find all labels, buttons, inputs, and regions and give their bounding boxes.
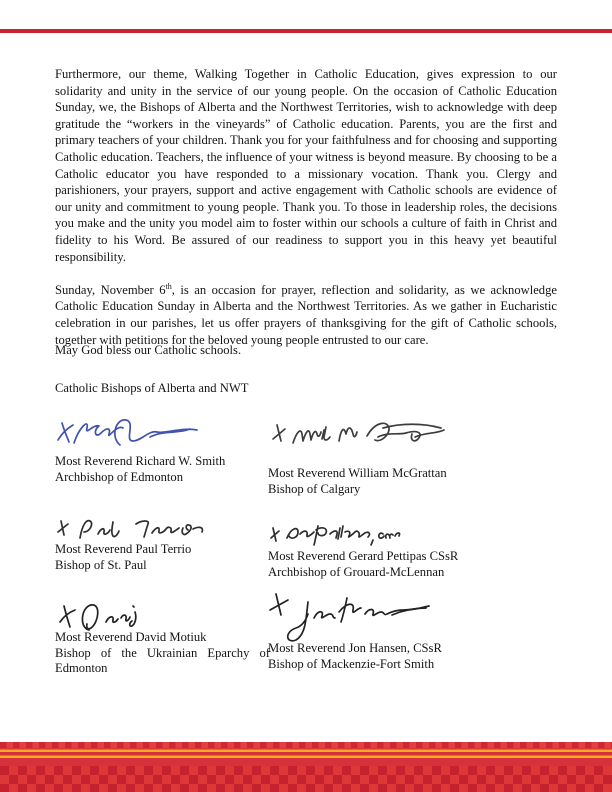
band-red-solid: [0, 758, 612, 766]
signatory-name: Most Reverend Jon Hansen, CSsR: [268, 641, 442, 655]
band-mosaic-top: [0, 742, 612, 749]
signatory-name: Most Reverend Richard W. Smith: [55, 454, 226, 468]
signatory-block-jon-hansen: [268, 641, 442, 672]
signatory-name: Most Reverend David Motiuk: [55, 630, 207, 644]
signature-paul-terrio: [52, 510, 207, 542]
signature-jon-hansen: [262, 590, 432, 648]
signatory-block-david-motiuk: [55, 630, 270, 677]
letter-body: [55, 66, 557, 365]
signatory-title: Archbishop of Edmonton: [55, 469, 184, 484]
signoff-line: Catholic Bishops of Alberta and NWT: [55, 381, 249, 395]
signatory-title: Bishop of Mackenzie-Fort Smith: [268, 656, 435, 671]
paragraph-theme: Furthermore, our theme, Walking Together in Catholic Education, gives expression to our solidarity and unity in the service of our young people. On the occasion of Catholic Education Sunday, we, the Bishops of Alberta and the Northwest Territories, wish to acknowledge with deep gratitude the “workers in the vineyards” of Catholic education. Parents, you are the first and primary teachers of your children. Thank you for your faithfulness and for choosing and supporting Catholic education. Teachers, the influence of your witness is beyond measure. By choosing to be a Catholic educator you have responded to a missionary vocation. Thank you. Clergy and parishioners, your prayers, support and active engagement with Catholic schools are evidence of our unity and commitment to young people. Thank you. To those in leadership roles, the decisions you make and the unity you model aim to foster within our schools a culture of faith in Christ and fidelity to his Word. Be assured of our readiness to support you in this heavy yet beautiful responsibility.: [55, 67, 557, 264]
date-text: Sunday, November 6: [55, 282, 166, 297]
signatory-block-william-mcgrattan: [268, 466, 447, 497]
signatory-title: Bishop of St. Paul: [55, 557, 147, 572]
signatory-block-paul-terrio: [55, 542, 191, 573]
signature-richard-w-smith: [52, 406, 202, 456]
signatory-name: Most Reverend Paul Terrio: [55, 542, 192, 556]
footer-decorative-band: [0, 742, 612, 792]
paragraph-date: [55, 282, 557, 348]
signatory-block-gerard-pettipas: [268, 549, 458, 580]
signatory-title: Archbishop of Grouard-McLennan: [268, 564, 445, 579]
signature-gerard-pettipas: [265, 518, 420, 548]
date-text-continued: , is an occasion for prayer, reflection and solidarity, as we acknowledge Catholic Education Sunday in Alberta and the Northwest Territories. As we gather in Eucharistic celebration in our parishes, let us offer prayers of thanksgiving for the gift of Catholic schools, together with petitions for the beloved young people entrusted to our care.: [55, 282, 557, 347]
signatory-title: Bishop of the Ukrainian Eparchy of Edmonton: [55, 645, 270, 676]
signatory-name: Most Reverend William McGrattan: [268, 466, 447, 480]
date-superscript: th: [165, 281, 172, 291]
signature-william-mcgrattan: [265, 414, 450, 454]
top-red-rule: [0, 29, 612, 33]
band-mosaic-bottom: [0, 766, 612, 792]
blessing-line: May God bless our Catholic schools.: [55, 343, 242, 357]
signatory-block-richard-w-smith: [55, 454, 225, 485]
signatory-name: Most Reverend Gerard Pettipas CSsR: [268, 549, 459, 563]
signatory-title: Bishop of Calgary: [268, 481, 361, 496]
